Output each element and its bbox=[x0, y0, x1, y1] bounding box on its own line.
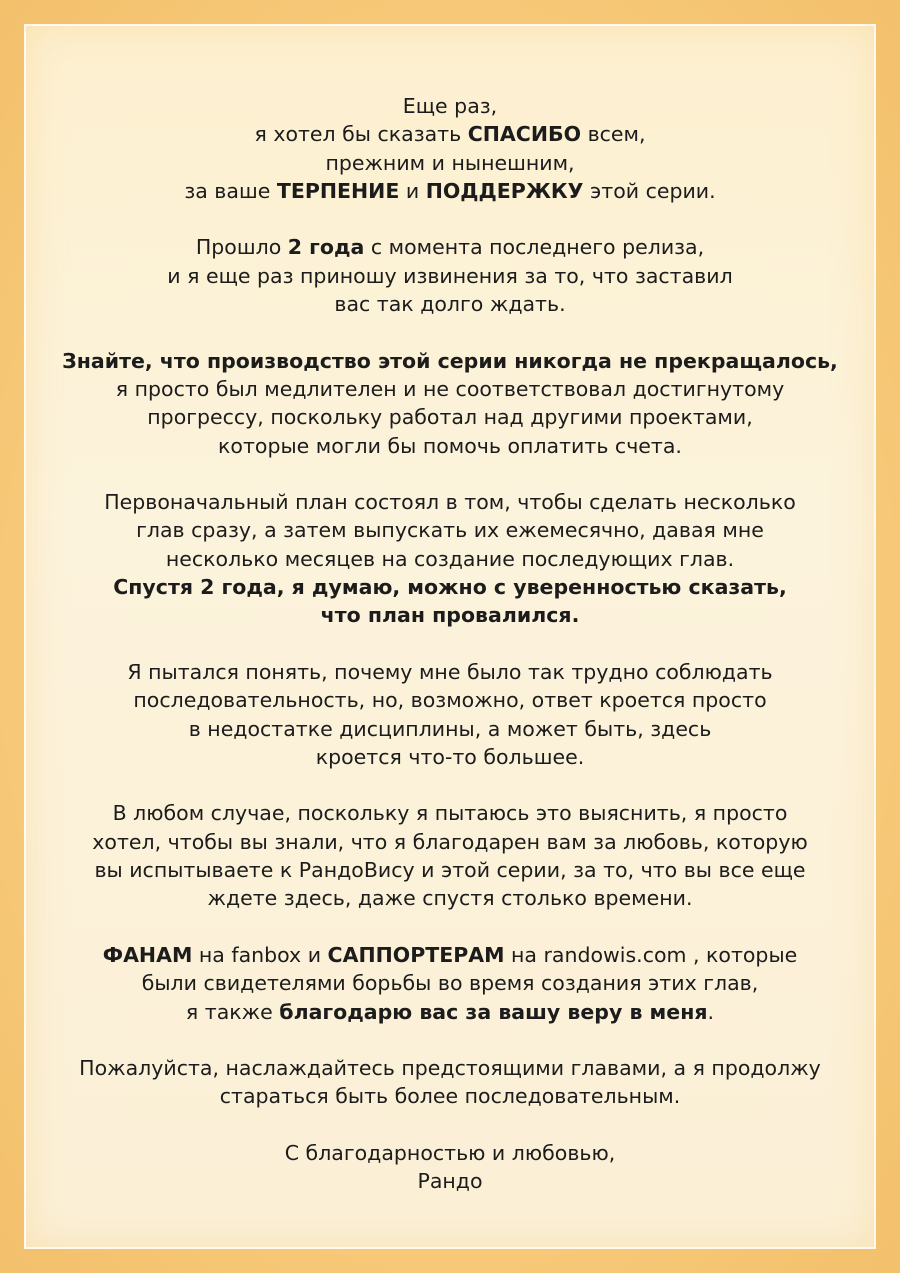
text-segment: которые могли бы помочь оплатить счета. bbox=[218, 433, 682, 458]
text-segment: ждете здесь, даже спустя столько времени. bbox=[207, 886, 693, 911]
text-segment: и bbox=[399, 178, 426, 203]
letter-line bbox=[0, 658, 900, 686]
text-segment: Я пытался понять, почему мне было так трудно соблюдать bbox=[127, 659, 773, 684]
emphasized-text: Спустя 2 года, я думаю, можно с уверенностью сказать, bbox=[113, 575, 787, 600]
letter-line bbox=[0, 290, 900, 318]
letter-line bbox=[0, 375, 900, 403]
letter-line bbox=[0, 686, 900, 714]
letter-line bbox=[0, 403, 900, 431]
text-segment: кроется что-то большее. bbox=[315, 744, 585, 769]
text-segment: этой серии. bbox=[583, 178, 716, 203]
text-segment: за ваше bbox=[184, 178, 277, 203]
text-segment: всем, bbox=[581, 122, 646, 147]
text-segment: Прошло bbox=[195, 235, 288, 260]
text-segment: я также bbox=[185, 999, 280, 1024]
text-segment: С благодарностью и любовью, bbox=[284, 1140, 616, 1165]
letter-line bbox=[0, 715, 900, 743]
letter-paragraph bbox=[0, 941, 900, 1026]
text-segment: на fanbox и bbox=[192, 942, 328, 967]
text-segment: были свидетелями борьбы во время создания этих глав, bbox=[141, 971, 759, 996]
letter-line bbox=[0, 432, 900, 460]
emphasized-text: ТЕРПЕНИЕ bbox=[276, 178, 400, 203]
text-segment: глав сразу, а затем выпускать их ежемесячно, давая мне bbox=[136, 518, 764, 543]
letter-line bbox=[0, 828, 900, 856]
text-segment: с момента последнего релиза, bbox=[364, 235, 705, 260]
emphasized-text: благодарю вас за вашу веру в меня bbox=[279, 999, 708, 1024]
letter-line bbox=[0, 347, 900, 375]
letter-line bbox=[0, 856, 900, 884]
letter-paragraph bbox=[0, 488, 900, 629]
text-segment: Рандо bbox=[417, 1169, 483, 1194]
emphasized-text: ПОДДЕРЖКУ bbox=[425, 178, 584, 203]
letter-paragraph bbox=[0, 1054, 900, 1111]
text-segment: вы испытываете к РандоВису и этой серии, за то, что вы все еще bbox=[94, 858, 806, 883]
text-segment: в недостатке дисциплины, а может быть, здесь bbox=[188, 716, 712, 741]
letter-paragraph bbox=[0, 1139, 900, 1196]
text-segment: стараться быть более последовательным. bbox=[219, 1084, 681, 1109]
text-segment: вас так долго ждать. bbox=[334, 292, 566, 317]
text-segment: несколько месяцев на создание последующих глав. bbox=[165, 546, 735, 571]
letter-line bbox=[0, 1082, 900, 1110]
emphasized-text: САППОРТЕРАМ bbox=[327, 942, 505, 967]
emphasized-text: что план провалился. bbox=[320, 603, 580, 628]
text-segment: Пожалуйста, наслаждайтесь предстоящими главами, а я продолжу bbox=[79, 1056, 821, 1081]
letter-line bbox=[0, 998, 900, 1026]
letter-line bbox=[0, 969, 900, 997]
thank-you-letter bbox=[0, 92, 900, 1196]
letter-line bbox=[0, 149, 900, 177]
letter-line bbox=[0, 941, 900, 969]
text-segment: прогрессу, поскольку работал над другими проектами, bbox=[147, 405, 753, 430]
letter-line bbox=[0, 743, 900, 771]
letter-line bbox=[0, 545, 900, 573]
letter-line bbox=[0, 799, 900, 827]
emphasized-text: ФАНАМ bbox=[102, 942, 193, 967]
text-segment: я просто был медлителен и не соответствовал достигнутому bbox=[115, 376, 785, 401]
text-segment: . bbox=[707, 999, 715, 1024]
letter-line bbox=[0, 601, 900, 629]
emphasized-text: 2 года bbox=[287, 235, 365, 260]
letter-line bbox=[0, 1167, 900, 1195]
text-segment: Еще раз, bbox=[402, 94, 498, 118]
letter-line bbox=[0, 262, 900, 290]
letter-line bbox=[0, 884, 900, 912]
text-segment: на randowis.com , которые bbox=[504, 942, 798, 967]
text-segment: я хотел бы сказать bbox=[254, 122, 468, 147]
text-segment: прежним и нынешним, bbox=[325, 150, 575, 175]
letter-line bbox=[0, 233, 900, 261]
letter-paragraph bbox=[0, 92, 900, 205]
letter-line bbox=[0, 1054, 900, 1082]
text-segment: Первоначальный план состоял в том, чтобы сделать несколько bbox=[104, 490, 796, 515]
emphasized-text: СПАСИБО bbox=[467, 122, 582, 147]
emphasized-text: Знайте, что производство этой серии никогда не прекращалось, bbox=[62, 348, 838, 373]
text-segment: и я еще раз приношу извинения за то, что заставил bbox=[167, 263, 733, 288]
letter-line bbox=[0, 488, 900, 516]
letter-line bbox=[0, 120, 900, 148]
text-segment: хотел, чтобы вы знали, что я благодарен вам за любовь, которую bbox=[92, 829, 808, 854]
letter-paragraph bbox=[0, 658, 900, 771]
letter-line bbox=[0, 1139, 900, 1167]
letter-line bbox=[0, 177, 900, 205]
letter-paragraph bbox=[0, 233, 900, 318]
letter-line bbox=[0, 573, 900, 601]
letter-paragraph bbox=[0, 799, 900, 912]
text-segment: В любом случае, поскольку я пытаюсь это выяснить, я просто bbox=[112, 801, 788, 826]
text-segment: последовательность, но, возможно, ответ кроется просто bbox=[133, 688, 767, 713]
letter-line bbox=[0, 92, 900, 120]
letter-paragraph bbox=[0, 347, 900, 460]
letter-line bbox=[0, 516, 900, 544]
